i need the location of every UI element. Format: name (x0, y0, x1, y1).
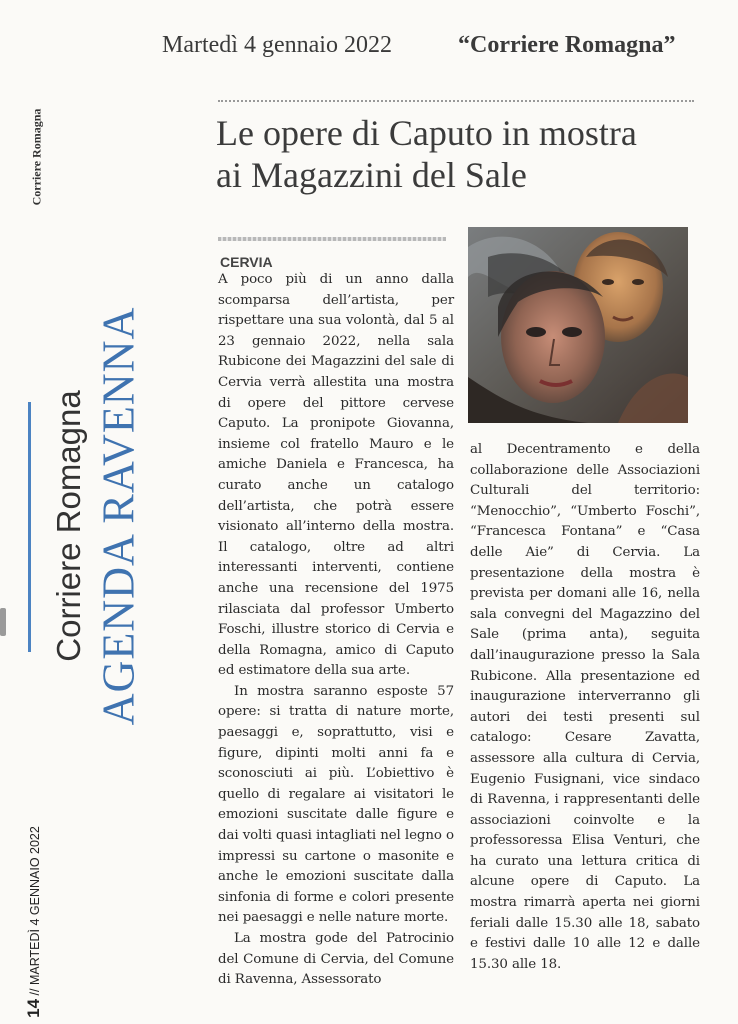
spine-page-info (22, 822, 46, 1022)
spine-blue-rule (28, 402, 31, 652)
paragraph: La mostra gode del Patrocinio del Comune di Cervia, del Comune di Ravenna, Assessorato (218, 931, 454, 988)
page-number: 14 (24, 998, 43, 1018)
paragraph: In mostra saranno esposte 57 opere: si tratta di nature morte, paesaggi e, soprattutto, visi e figure, dipinti molti anni fa e sconosciuti ai più. L’obiettivo è quello di regalare ai visitatori le emozioni suscitate dalle figure e dai volti quasi intagliati nel legno o impressi su cartone o masonite e anche le emozioni suscitate dalla sinfonia di forme e colori presente nei paesaggi e nelle nature morte. (218, 683, 454, 926)
paragraph: A poco più di un anno dalla scomparsa dell’artista, per rispettare una sua volontà, dal 5 al 23 gennaio 2022, nella sala Rubicone dei Magazzini del sale di Cervia verrà allestita una mostra di opere del pittore cervese Caputo. La pronipote Giovanna, insieme col fratello Mauro e le amiche Daniela e Francesca, ha curato anche un catalogo dell’artista, che potrà essere visionato all’interno della mostra. Il catalogo, oltre ad altri interessanti interventi, contiene anche una recensione del 1975 rilasciata dal professor Umberto Foschi, illustre storico di Cervia e della Romagna, amico di Caputo ed estimatore della sua arte. (218, 272, 454, 679)
article-headline (216, 112, 706, 196)
kicker-rule (218, 237, 446, 241)
clipping-source: “Corriere Romagna” (458, 32, 676, 58)
spine-section-title: AGENDA RAVENNA (92, 306, 144, 726)
clipping-date: Martedì 4 gennaio 2022 (162, 32, 392, 58)
painting-photo (468, 227, 688, 423)
page-date: // MARTEDÌ 4 GENNAIO 2022 (28, 826, 42, 996)
article-column-2 (470, 440, 700, 975)
headline-line-1: Le opere di Caputo in mostra (216, 113, 637, 153)
paragraph: al Decentramento e della collaborazione delle Associazioni Culturali del territorio: “Menocchio”, “Umberto Foschi”, “Francesca Fontana” e “Casa delle Aie” di Cervia. La presentazione della mostra è prevista per domani alle 16, nella sala convegni del Magazzino del Sale (prima anta), seguita dall’inaugurazione presso la Sala Rubicone. Alla presentazione ed inaugurazione interverranno gli autori dei testi presenti sul catalogo: Cesare Zavatta, assessore alla cultura di Cervia, Eugenio Fusignani, vice sindaco di Ravenna, i rappresentanti delle associazioni coinvolte e la professoressa Elisa Venturi, che ha curato una lettura critica di alcune opere di Caputo. La mostra rimarrà aperta nei giorni feriali dalle 15.30 alle 18, sabato e festivi dalle 10 alle 12 e dalle 15.30 alle 18. (470, 442, 700, 972)
spine-source: Corriere Romagna (29, 108, 44, 206)
top-dotted-rule (218, 100, 694, 102)
margin-mark (0, 608, 6, 636)
article-kicker: CERVIA (220, 254, 273, 270)
spine-brand: Corriere Romagna (50, 390, 87, 662)
article-column-1 (218, 270, 454, 991)
headline-line-2: ai Magazzini del Sale (216, 155, 527, 195)
